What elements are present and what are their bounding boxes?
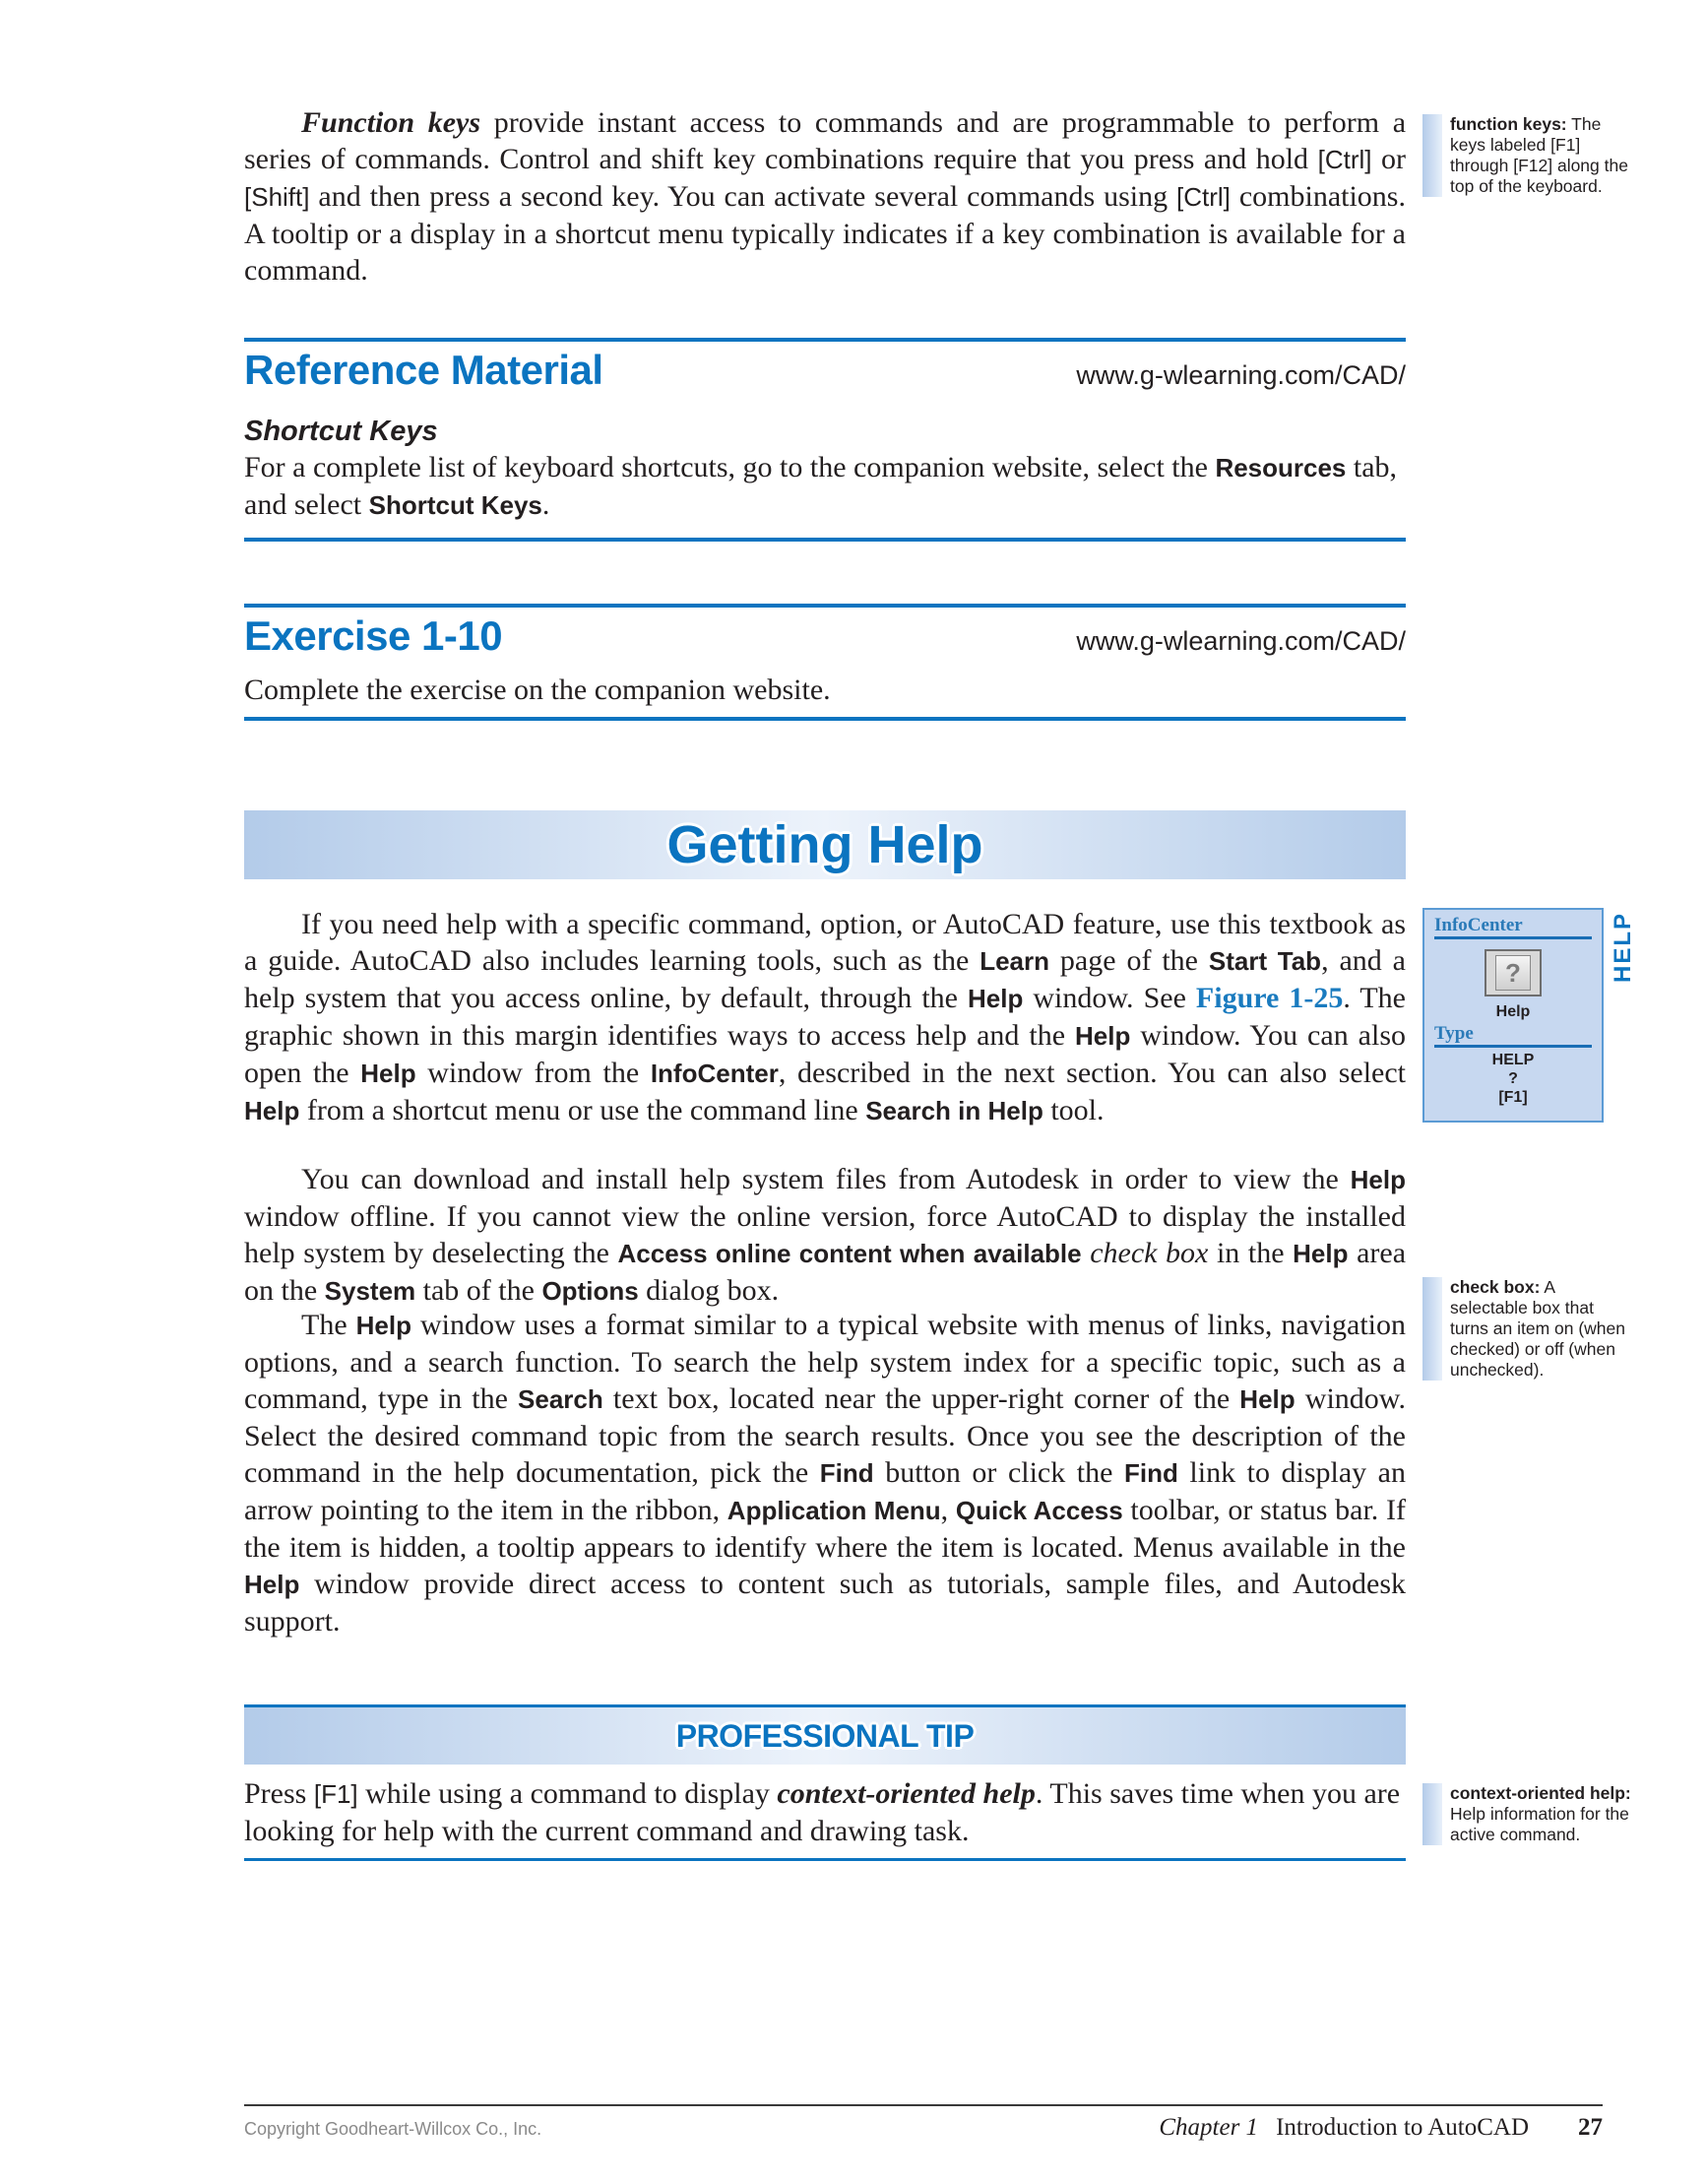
exercise-header [244,612,1406,660]
section-title: Getting Help [666,815,983,874]
key-ctrl: [Ctrl] [1176,182,1231,212]
reference-title: Reference Material [244,347,603,393]
reference-header [244,347,1406,394]
command-question: ? [1508,1070,1518,1087]
exercise-text: Complete the exercise on the companion website. [244,674,831,706]
help-access-graphic [1422,908,1604,1123]
question-mark-icon: ? [1495,955,1531,991]
copyright: Copyright Goodheart-Willcox Co., Inc. [244,2119,542,2139]
margin-bar [1422,1277,1442,1381]
tip-title: PROFESSIONAL TIP [675,1717,975,1754]
command-help: HELP [1491,1052,1535,1068]
command-f1: [F1] [1498,1089,1528,1106]
divider [1434,936,1592,939]
tip-banner [244,1707,1406,1765]
margin-note-function-keys: function keys: The keys labeled [F1] through [F12] along the top of the keyboard. [1422,114,1634,197]
help-button[interactable] [1485,949,1542,996]
page-number: 27 [1578,2114,1603,2141]
type-heading: Type [1434,1023,1474,1044]
divider [1434,1045,1592,1048]
footer-rule [244,2104,1603,2106]
reference-bottom-rule [244,538,1406,542]
reference-subtitle: Shortcut Keys [244,416,438,447]
reference-text: For a complete list of keyboard shortcuts, go to the companion website, select the Resources tab, and select Shortcut Keys. [244,451,1398,521]
margin-note-context-oriented-help: context-oriented help: Help information for the active command. [1422,1783,1634,1845]
margin-bar [1422,1783,1442,1845]
help-button-label: Help [1495,1003,1531,1020]
margin-note-check-box: check box: A selectable box that turns an item on (when checked) or off (when unchecked). [1422,1277,1634,1381]
key-f1: [F1] [313,1779,358,1809]
exercise-url-link[interactable]: www.g-wlearning.com/CAD/ [1076,626,1406,656]
figure-link[interactable]: Figure 1-25 [1195,982,1344,1014]
reference-top-rule [244,338,1406,342]
reference-body [244,414,1406,524]
exercise-bottom-rule [244,717,1406,721]
tip-text: Press [F1] while using a command to display context-oriented help. This saves time when you are looking for help with the current command and drawing task. [244,1777,1401,1847]
reference-url-link[interactable]: www.g-wlearning.com/CAD/ [1076,360,1406,390]
side-tab-help: HELP [1610,911,1636,984]
term-function-keys: Function keys [301,106,481,139]
chapter-title: Introduction to AutoCAD [1276,2114,1529,2141]
page-footer [244,2114,1603,2142]
intro-paragraph: Function keys provide instant access to commands and are programmable to perform a series of commands. Control and shift key combinations require that you press and hold [Ctrl] or [Shift] and then press a second key. You can activate several commands using [Ctrl] combinations. A tooltip or a display in a shortcut menu typically indicates if a key combination is available for a command. [244,106,1407,287]
help-paragraph-3: The Help window uses a format similar to a typical website with menus of links, navigation options, and a search function. To search the help system index for a specific topic, such as a command, type in the Search text box, located near the upper-right corner of the Help window. Select the desired command topic from the search results. Once you see the description of the command in the help documentation, pick the Find button or click the Find link to display an arrow pointing to the item in the ribbon, Application Menu, Quick Access toolbar, or status bar. If the item is hidden, a tooltip appears to identify where the item is located. Menus available in the Help window provide direct access to content such as tutorials, sample files, and Autodesk support. [244,1309,1407,1638]
section-banner [244,810,1406,879]
tip-bottom-rule [244,1858,1406,1861]
exercise-top-rule [244,604,1406,608]
chapter-label: Chapter 1 [1159,2114,1259,2141]
help-paragraph-2: You can download and install help system files from Autodesk in order to view the Help window offline. If you cannot view the online version, force AutoCAD to display the installed help system by deselecting the Access online content when available check box in the Help area on the System tab of the Options dialog box. [244,1163,1407,1307]
margin-bar [1422,114,1442,197]
exercise-title: Exercise 1-10 [244,612,503,659]
chapter-info [1159,2114,1529,2142]
term-check-box: check box [1090,1237,1209,1269]
key-shift: [Shift] [244,182,310,212]
help-paragraph-1: If you need help with a specific command, option, or AutoCAD feature, use this textbook as a guide. AutoCAD also includes learning tools, such as the Learn page of the Start Tab, and a help system that you access online, by default, through the Help window. See Figure 1-25. The graphic shown in this margin identifies ways to access help and the Help window. You can also open the Help window from the InfoCenter, described in the next section. You can also select Help from a shortcut menu or use the command line Search in Help tool. [244,908,1406,1126]
term-context-oriented-help: context-oriented help [777,1777,1036,1810]
infocenter-heading: InfoCenter [1434,915,1523,935]
key-ctrl: [Ctrl] [1317,145,1372,174]
